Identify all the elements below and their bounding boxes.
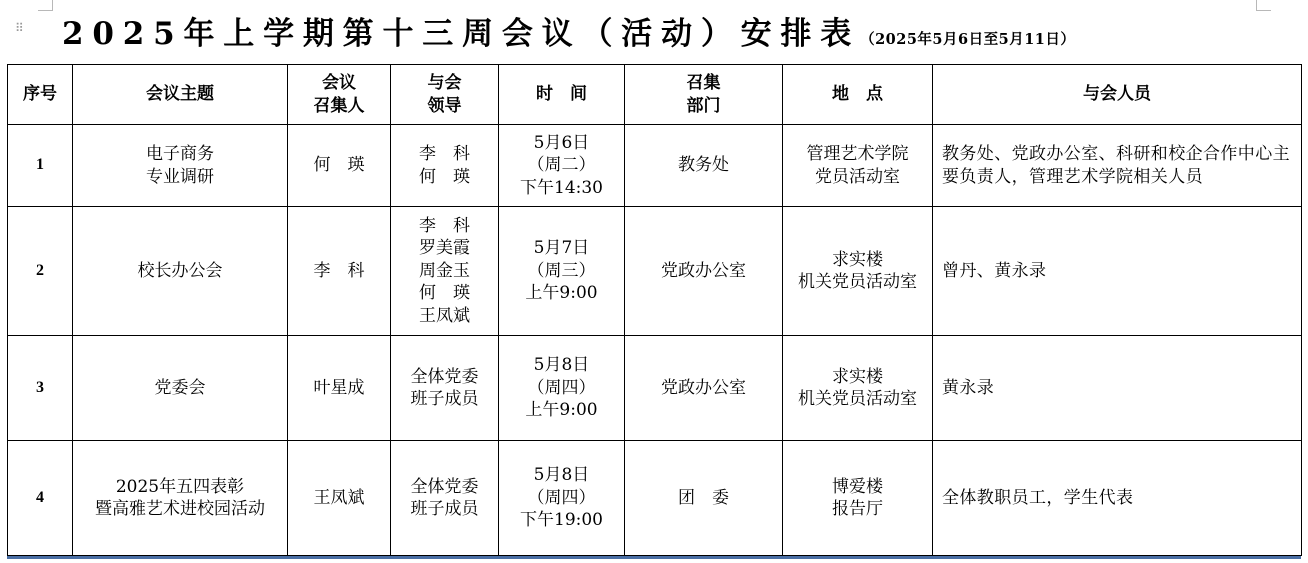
- row-number: 2: [8, 207, 73, 336]
- meeting-location: 求实楼 机关党员活动室: [783, 336, 933, 441]
- page-corner-mark-right: [1256, 0, 1271, 11]
- convening-department: 教务处: [625, 125, 783, 207]
- meeting-location: 求实楼 机关党员活动室: [783, 207, 933, 336]
- attending-leaders: 全体党委 班子成员: [391, 336, 499, 441]
- meeting-topic: 党委会: [73, 336, 288, 441]
- meeting-time: 5月8日 （周四） 上午9:00: [499, 336, 625, 441]
- header-time: 时 间: [499, 65, 625, 125]
- drag-handle-icon[interactable]: ⠿: [15, 21, 25, 35]
- meeting-convener: 王凤斌: [288, 441, 391, 556]
- convening-department: 团 委: [625, 441, 783, 556]
- attendees: 全体教职员工，学生代表: [933, 441, 1302, 556]
- document-title: [62, 8, 1075, 56]
- meeting-convener: 叶星成: [288, 336, 391, 441]
- meeting-time: 5月7日 （周三） 上午9:00: [499, 207, 625, 336]
- title-date-range: （2025年5月6日至5月11日）: [860, 31, 1076, 48]
- meeting-time: 5月6日 （周二） 下午14:30: [499, 125, 625, 207]
- table-row: [8, 207, 1302, 336]
- row-number: 4: [8, 441, 73, 556]
- attending-leaders: 李 科 罗美霞 周金玉 何 瑛 王凤斌: [391, 207, 499, 336]
- meeting-location: 管理艺术学院 党员活动室: [783, 125, 933, 207]
- header-no: 序号: [8, 65, 73, 125]
- table-row: [8, 441, 1302, 556]
- meeting-convener: 何 瑛: [288, 125, 391, 207]
- table-bottom-rule: [7, 556, 1301, 559]
- row-number: 3: [8, 336, 73, 441]
- header-topic: 会议主题: [73, 65, 288, 125]
- attendees: 曾丹、黄永录: [933, 207, 1302, 336]
- meeting-topic: 2025年五四表彰 暨高雅艺术进校园活动: [73, 441, 288, 556]
- attending-leaders: 全体党委 班子成员: [391, 441, 499, 556]
- meeting-time: 5月8日 （周四） 下午19:00: [499, 441, 625, 556]
- meeting-schedule-table: [7, 64, 1302, 556]
- table-row: [8, 125, 1302, 207]
- convening-department: 党政办公室: [625, 336, 783, 441]
- header-location: 地 点: [783, 65, 933, 125]
- meeting-location: 博爱楼 报告厅: [783, 441, 933, 556]
- header-attendees: 与会人员: [933, 65, 1302, 125]
- header-leaders: 与会 领导: [391, 65, 499, 125]
- header-convener: 会议 召集人: [288, 65, 391, 125]
- row-number: 1: [8, 125, 73, 207]
- table-row: [8, 336, 1302, 441]
- attendees: 教务处、党政办公室、科研和校企合作中心主要负责人，管理艺术学院相关人员: [933, 125, 1302, 207]
- page-corner-mark-left: [38, 0, 53, 11]
- attending-leaders: 李 科 何 瑛: [391, 125, 499, 207]
- title-main: 2025年上学期第十三周会议（活动）安排表: [62, 16, 861, 52]
- header-department: 召集 部门: [625, 65, 783, 125]
- attendees: 黄永录: [933, 336, 1302, 441]
- table-header-row: [8, 65, 1302, 125]
- meeting-topic: 电子商务 专业调研: [73, 125, 288, 207]
- meeting-convener: 李 科: [288, 207, 391, 336]
- meeting-topic: 校长办公会: [73, 207, 288, 336]
- convening-department: 党政办公室: [625, 207, 783, 336]
